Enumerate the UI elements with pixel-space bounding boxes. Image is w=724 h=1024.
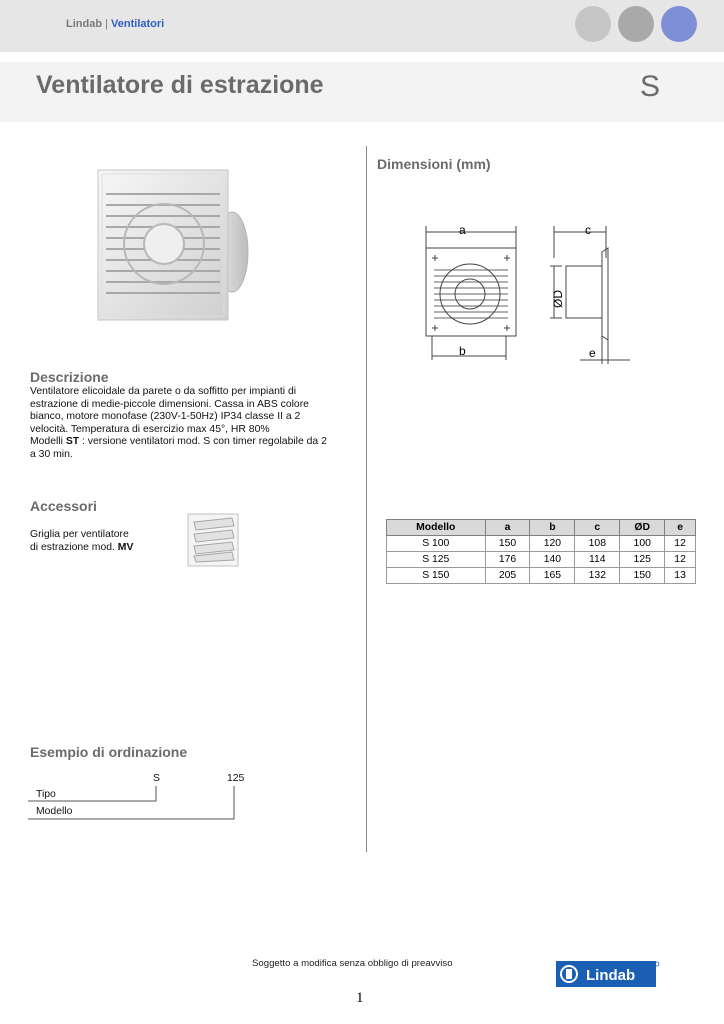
table-cell: 150 <box>485 536 530 552</box>
page-title: Ventilatore di estrazione <box>36 71 324 99</box>
accessori-text <box>30 528 133 554</box>
accessori-line <box>30 541 133 554</box>
table-cell: 125 <box>620 552 665 568</box>
table-cell: 140 <box>530 552 575 568</box>
decor-circle-3 <box>661 6 697 42</box>
dim-label-e: e <box>589 346 596 360</box>
logo-text: Lindab <box>586 967 636 984</box>
order-code-model: 125 <box>227 773 245 784</box>
table-header: a <box>485 520 530 536</box>
table-cell: 114 <box>575 552 620 568</box>
breadcrumb <box>66 18 164 30</box>
page-number: 1 <box>356 990 364 1006</box>
table-cell: 13 <box>665 568 696 584</box>
table-header-row <box>387 520 696 536</box>
dim-label-c: c <box>585 223 591 237</box>
fan-product-photo <box>92 164 252 324</box>
column-divider <box>366 146 367 852</box>
accessori-code: MV <box>117 542 134 553</box>
dim-label-b: b <box>459 344 466 358</box>
table-header: c <box>575 520 620 536</box>
table-row <box>387 552 696 568</box>
models-text: : versione ventilatori mod. S con timer regolabile da 2 <box>79 436 327 448</box>
table-cell: S 150 <box>387 568 486 584</box>
table-cell: 176 <box>485 552 530 568</box>
descrizione-line: estrazione di medie-piccole dimensioni. Cassa in ABS colore <box>30 398 309 410</box>
dim-label-d: ØD <box>551 290 565 308</box>
table-cell: 12 <box>665 536 696 552</box>
table-cell: 100 <box>620 536 665 552</box>
ordinazione-heading: Esempio di ordinazione <box>30 744 188 760</box>
accessori-line: Griglia per ventilatore <box>30 529 129 540</box>
breadcrumb-section: Ventilatori <box>111 18 165 30</box>
table-cell: 108 <box>575 536 620 552</box>
table-cell: 165 <box>530 568 575 584</box>
breadcrumb-separator: | <box>105 18 108 30</box>
descrizione-line: a 30 min. <box>30 448 73 460</box>
decor-circle-2 <box>618 6 654 42</box>
table-cell: 12 <box>665 552 696 568</box>
table-header: e <box>665 520 696 536</box>
footer-note: Soggetto a modifica senza obbligo di preavviso <box>252 958 453 969</box>
accessori-heading: Accessori <box>30 498 97 514</box>
table-cell: 120 <box>530 536 575 552</box>
dimensioni-heading: Dimensioni (mm) <box>377 156 491 172</box>
breadcrumb-brand: Lindab <box>66 18 103 30</box>
descrizione-line: bianco, motore monofase (230V-1-50Hz) IP34 classe II a 2 <box>30 411 301 423</box>
table-row <box>387 568 696 584</box>
dimension-drawing <box>412 218 642 368</box>
table-cell: 205 <box>485 568 530 584</box>
descrizione-text <box>30 386 360 462</box>
table-header: b <box>530 520 575 536</box>
product-code: S <box>640 70 661 103</box>
table-cell: 132 <box>575 568 620 584</box>
dimensions-table <box>386 519 696 584</box>
models-code: ST <box>65 436 80 448</box>
grille-accessory-photo <box>186 512 242 570</box>
table-row <box>387 536 696 552</box>
descrizione-models-line <box>30 436 360 449</box>
order-label-modello: Modello <box>36 806 73 817</box>
table-cell: 150 <box>620 568 665 584</box>
lindab-logo-mark <box>556 961 660 987</box>
dim-label-a: a <box>459 223 466 237</box>
order-bracket-lines <box>28 786 240 822</box>
decor-circle-1 <box>575 6 611 42</box>
descrizione-line: velocità. Temperatura di esercizio max 45°, HR 80% <box>30 423 270 435</box>
order-code-type: S <box>153 773 160 784</box>
lindab-logo <box>556 961 660 987</box>
table-cell: S 100 <box>387 536 486 552</box>
table-cell: S 125 <box>387 552 486 568</box>
models-prefix: Modelli <box>30 436 66 448</box>
table-header: ØD <box>620 520 665 536</box>
order-label-tipo: Tipo <box>36 789 56 800</box>
descrizione-heading: Descrizione <box>30 369 109 385</box>
descrizione-line: Ventilatore elicoidale da parete o da soffitto per impianti di <box>30 386 297 397</box>
table-header: Modello <box>387 520 486 536</box>
accessori-prefix: di estrazione mod. <box>30 542 118 553</box>
